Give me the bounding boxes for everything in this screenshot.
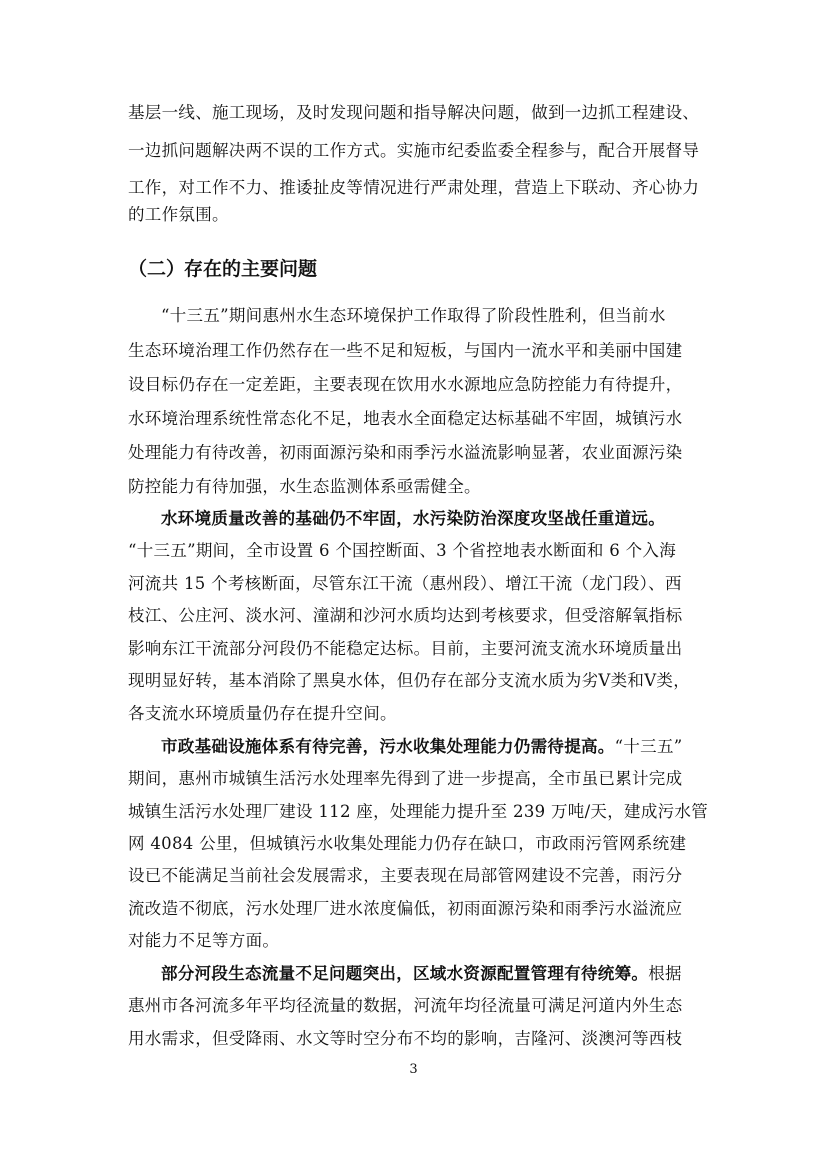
body-text-tail: 根据 [648, 964, 682, 983]
body-text-line: 网 4084 公里，但城镇污水收集处理能力仍存在缺口，市政雨污管网系统建 [128, 834, 687, 853]
body-text-line: 设目标仍存在一定差距，主要表现在饮用水水源地应急防控能力有待提升， [128, 375, 683, 394]
body-text-line: 生态环境治理工作仍然存在一些不足和短板，与国内一流水平和美丽中国建 [128, 341, 683, 360]
bold-lead-text: 水环境质量改善的基础仍不牢固，水污染防治深度攻坚战任重道远。 [161, 509, 665, 528]
body-text-line: “十三五”期间，全市设置 6 个国控断面、3 个省控地表水断面和 6 个入海 [128, 541, 676, 560]
bold-lead-sentence [161, 964, 698, 984]
body-text-line: 基层一线、施工现场，及时发现问题和指导解决问题，做到一边抓工程建设、 [128, 103, 700, 122]
bold-lead-text: 部分河段生态流量不足问题突出，区域水资源配置管理有待统筹。 [161, 964, 649, 983]
body-text-line: 设已不能满足当前社会发展需求，主要表现在局部管网建设不完善，雨污分 [128, 866, 683, 885]
body-text-line: “十三五”期间惠州水生态环境保护工作取得了阶段性胜利，但当前水 [161, 306, 666, 325]
body-text-line: 流改造不彻底，污水处理厂进水浓度偏低，初雨面源污染和雨季污水溢流应 [128, 899, 683, 918]
body-text-line: 惠州市各河流多年平均径流量的数据，河流年均径流量可满足河道内外生态 [128, 996, 683, 1015]
body-text-line: 影响东江干流部分河段仍不能稳定达标。目前，主要河流支流水环境质量出 [128, 639, 683, 658]
body-text-line: 各支流水环境质量仍存在提升空间。 [128, 704, 397, 723]
body-text-line: 枝江、公庄河、淡水河、潼湖和沙河水质均达到考核要求，但受溶解氧指标 [128, 606, 683, 625]
section-heading [128, 257, 317, 281]
body-text-line: 一边抓问题解决两不误的工作方式。实施市纪委监委全程参与，配合开展督导 [128, 141, 700, 160]
body-text-line: 期间，惠州市城镇生活污水处理率先得到了进一步提高，全市虽已累计完成 [128, 769, 683, 788]
body-text-line: 的工作氛围。 [128, 205, 229, 224]
page-number: 3 [409, 1062, 418, 1077]
body-text-line: 工作，对工作不力、推诿扯皮等情况进行严肃处理，营造上下联动、齐心协力 [128, 178, 700, 197]
body-text-line: 水环境治理系统性常态化不足，地表水全面稳定达标基础不牢固，城镇污水 [128, 409, 683, 428]
body-text-line: 河流共 15 个考核断面，尽管东江干流（惠州段）、增江干流（龙门段）、西 [128, 574, 682, 593]
body-text-line: 处理能力有待改善，初雨面源污染和雨季污水溢流影响显著，农业面源污染 [128, 443, 683, 462]
bold-lead-sentence [161, 737, 698, 757]
body-text-tail: “十三五” [614, 737, 683, 756]
bold-lead-text: 市政基础设施体系有待完善，污水收集处理能力仍需待提高。 [161, 737, 615, 756]
section-number: （二） [128, 258, 186, 280]
body-text-line: 用水需求，但受降雨、水文等时空分布不均的影响，吉隆河、淡澳河等西枝 [128, 1029, 683, 1048]
body-text-line: 防控能力有待加强，水生态监测体系亟需健全。 [128, 477, 481, 496]
body-text-line: 现明显好转，基本消除了黑臭水体，但仍存在部分支流水质为劣Ⅴ类和Ⅴ类， [128, 671, 691, 690]
body-text-line: 城镇生活污水处理厂建设 112 座，处理能力提升至 239 万吨/天，建成污水管 [128, 802, 709, 821]
bold-lead-sentence [161, 509, 698, 529]
body-text-line: 对能力不足等方面。 [128, 931, 280, 950]
section-title: 存在的主要问题 [184, 258, 318, 280]
